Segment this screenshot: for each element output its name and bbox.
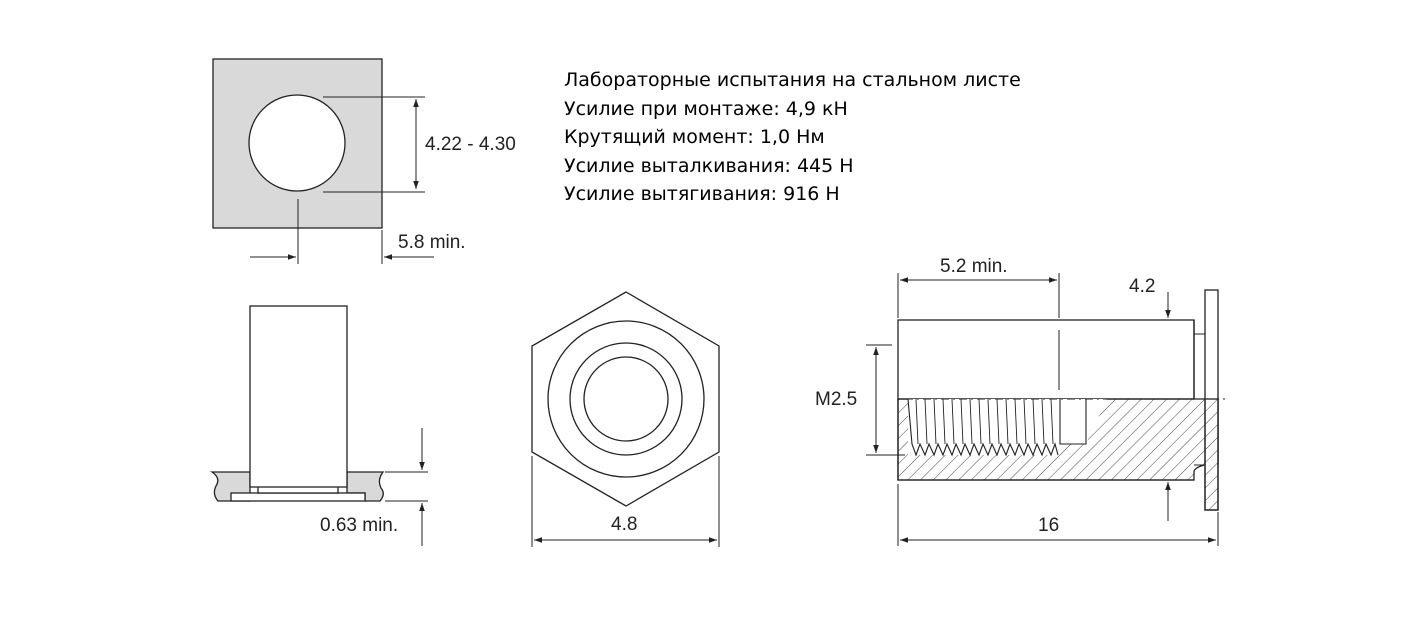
head-offset-label: 4.2 (1129, 276, 1156, 297)
mounting-hole (249, 95, 345, 191)
spec-torque: Крутящий момент: 1,0 Нм (564, 126, 825, 148)
spec-pushout-force: Усилие выталкивания: 445 Н (564, 154, 854, 177)
total-length-label: 16 (1038, 515, 1060, 536)
edge-distance-label: 5.8 min. (398, 232, 466, 253)
thread-length-label: 5.2 min. (940, 256, 1008, 277)
hex-middle-ring (570, 343, 682, 455)
section-body-upper (898, 320, 1194, 399)
thread-size-label: M2.5 (815, 389, 858, 410)
installed-side-view (212, 306, 428, 546)
spec-pullout-force: Усилие вытягивания: 916 Н (564, 183, 840, 205)
hex-width-label: 4.8 (611, 514, 638, 535)
hex-end-view (532, 292, 719, 547)
standoff-body (250, 306, 347, 487)
hex-bore (584, 357, 668, 441)
spec-install-force: Усилие при монтаже: 4,9 кН (564, 97, 848, 120)
hex-outline (532, 292, 719, 506)
hole-diameter-label: 4.22 - 4.30 (425, 134, 516, 155)
sheet-thickness-label: 0.63 min. (320, 515, 399, 536)
specs-title: Лабораторные испытания на стальном листе (564, 69, 1021, 91)
standoff-flange (231, 493, 365, 501)
section-view (866, 273, 1226, 546)
hex-outer-ring (548, 321, 704, 477)
